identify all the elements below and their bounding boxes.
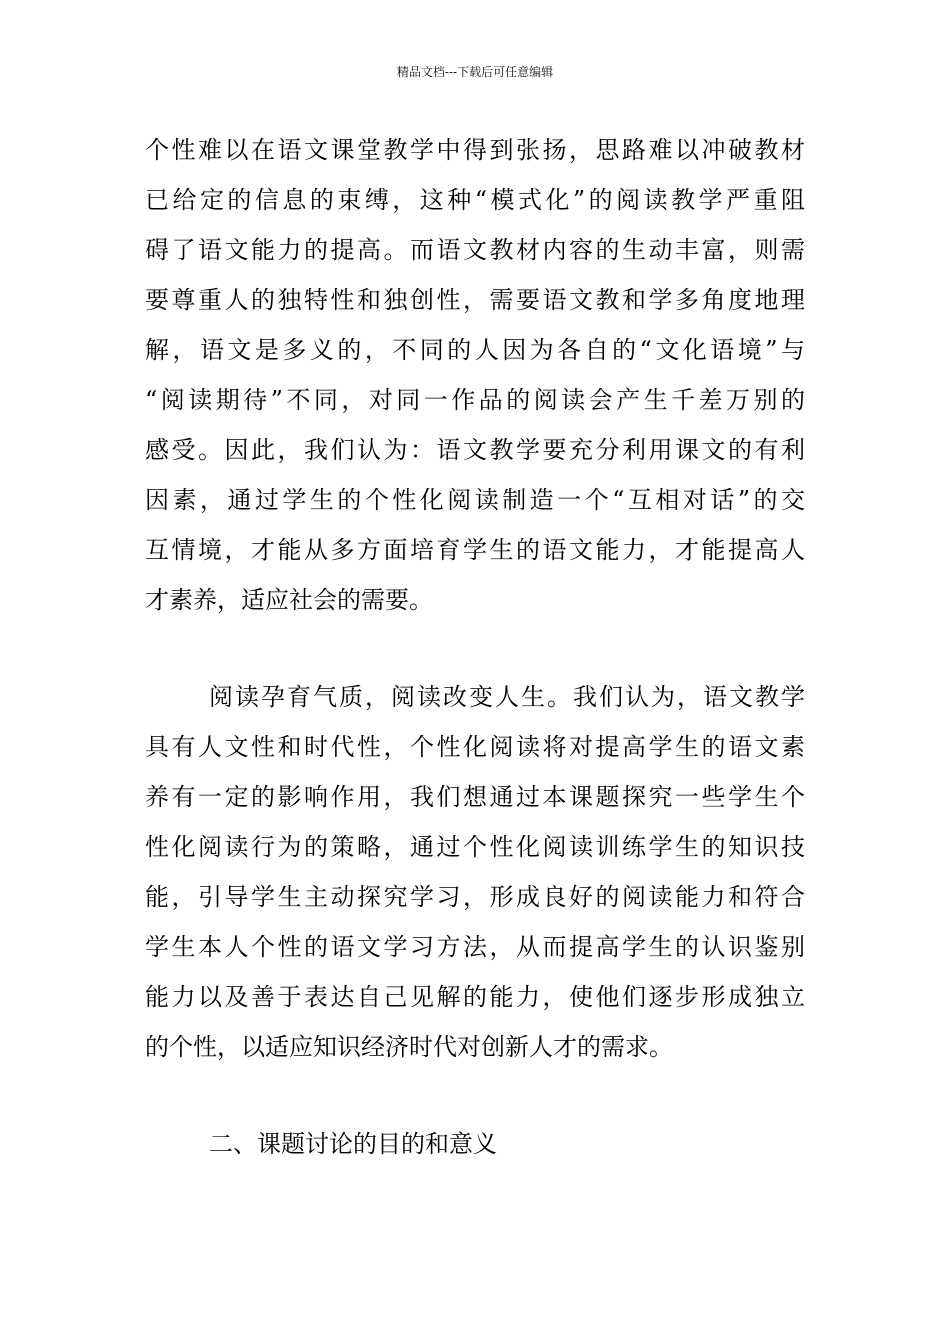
paragraph-2-line-4: 性化阅读行为的策略，通过个性化阅读训练学生的知识技 — [145, 833, 805, 861]
paragraph-1-line-10: 才素养，适应社会的需要。 — [145, 586, 433, 614]
paragraph-1-line-3: 碍了语文能力的提高。而语文教材内容的生动丰富，则需 — [145, 236, 805, 264]
paragraph-1-line-1: 个性难以在语文课堂教学中得到张扬，思路难以冲破教材 — [145, 136, 805, 164]
paragraph-2-line-2: 具有人文性和时代性，个性化阅读将对提高学生的语文素 — [145, 733, 805, 761]
paragraph-1-line-9: 互情境，才能从多方面培育学生的语文能力，才能提高人 — [145, 536, 805, 564]
paragraph-1-line-8: 因素，通过学生的个性化阅读制造一个“互相对话”的交 — [145, 486, 805, 514]
paragraph-1-line-4: 要尊重人的独特性和独创性，需要语文教和学多角度地理 — [145, 286, 805, 314]
paragraph-2-line-1: 阅读孕育气质，阅读改变人生。我们认为，语文教学 — [209, 683, 805, 711]
section-heading: 二、课题讨论的目的和意义 — [209, 1130, 497, 1158]
paragraph-2-line-6: 学生本人个性的语文学习方法，从而提高学生的认识鉴别 — [145, 933, 805, 961]
paragraph-2-line-3: 养有一定的影响作用，我们想通过本课题探究一些学生个 — [145, 783, 805, 811]
paragraph-1-line-5: 解，语文是多义的，不同的人因为各自的“文化语境”与 — [145, 336, 805, 364]
paragraph-1-line-7: 感受。因此，我们认为：语文教学要充分利用课文的有利 — [145, 436, 805, 464]
paragraph-2-line-7: 能力以及善于表达自己见解的能力，使他们逐步形成独立 — [145, 983, 805, 1011]
page-header: 精品文档---下载后可任意编辑 — [396, 65, 554, 79]
paragraph-2-line-8: 的个性，以适应知识经济时代对创新人才的需求。 — [145, 1033, 673, 1061]
paragraph-1-line-2: 已给定的信息的束缚，这种“模式化”的阅读教学严重阻 — [145, 186, 805, 214]
paragraph-2-line-5: 能，引导学生主动探究学习，形成良好的阅读能力和符合 — [145, 883, 805, 911]
paragraph-1-line-6: “阅读期待”不同，对同一作品的阅读会产生千差万别的 — [145, 386, 805, 414]
